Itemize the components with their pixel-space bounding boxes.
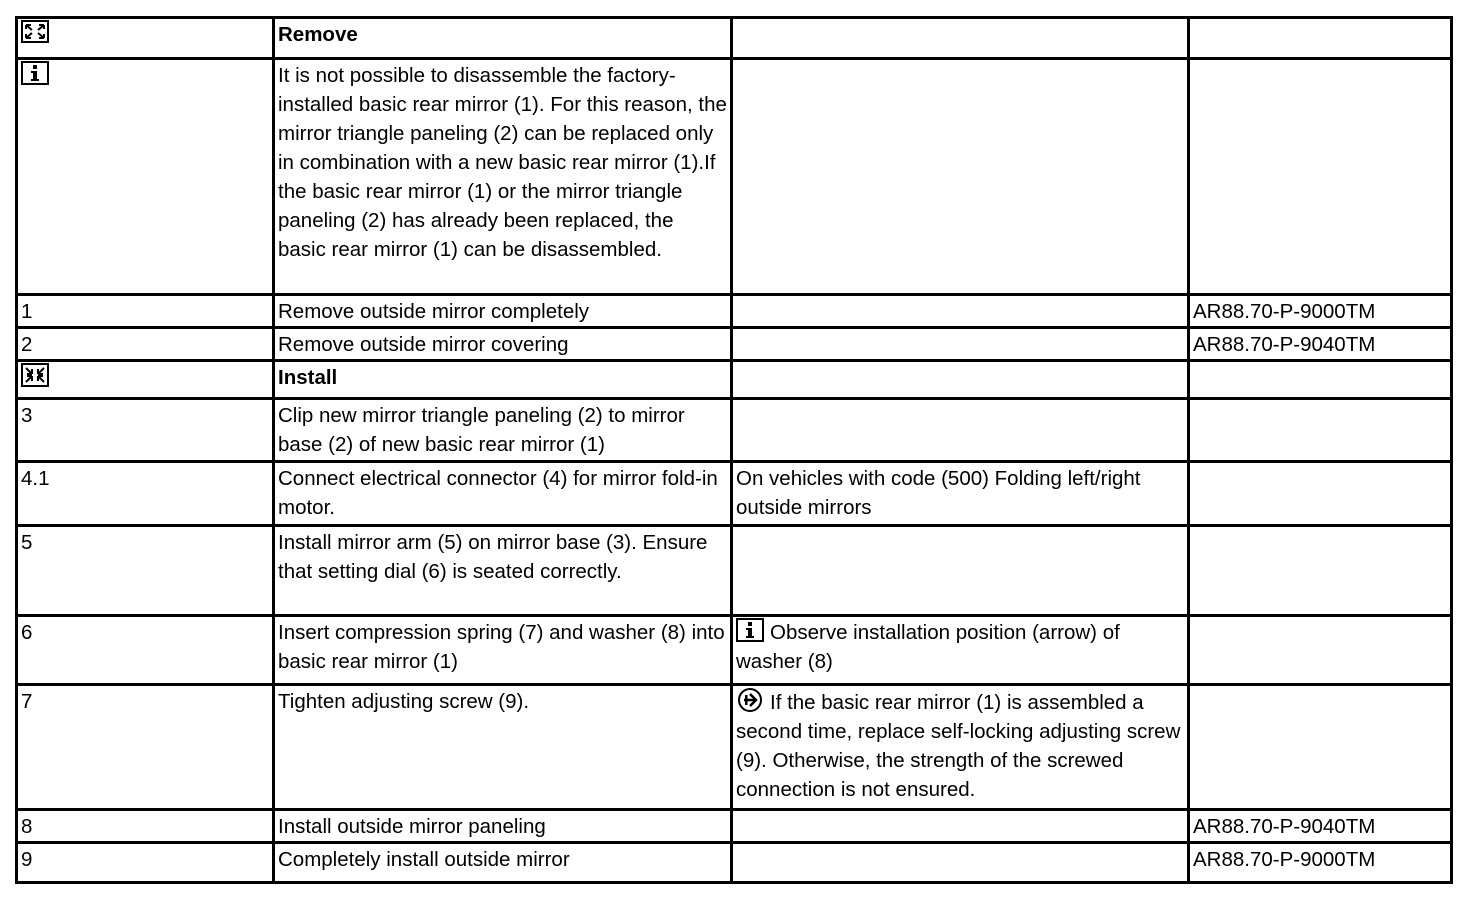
table-row xyxy=(17,616,1452,685)
reference-cell xyxy=(1189,462,1452,526)
reference-cell xyxy=(1189,526,1452,616)
action-cell: Insert compression spring (7) and washer (8) into basic rear mirror (1) xyxy=(274,616,732,685)
action-cell: Clip new mirror triangle paneling (2) to mirror base (2) of new basic rear mirror (1) xyxy=(274,399,732,462)
table-row xyxy=(17,328,1452,361)
step-cell: 3 xyxy=(17,399,274,462)
action-cell: Install outside mirror paneling xyxy=(274,810,732,843)
procedure-table xyxy=(15,16,1453,884)
step-cell: 4.1 xyxy=(17,462,274,526)
step-cell xyxy=(17,361,274,399)
note-cell xyxy=(732,59,1189,295)
note-cell xyxy=(732,399,1189,462)
reference-cell: AR88.70-P-9040TM xyxy=(1189,328,1452,361)
table-row xyxy=(17,18,1452,59)
install-icon xyxy=(21,363,51,388)
step-cell: 6 xyxy=(17,616,274,685)
note-cell xyxy=(732,328,1189,361)
table-row xyxy=(17,59,1452,295)
info-icon xyxy=(21,61,51,86)
table-row xyxy=(17,526,1452,616)
action-cell: Install mirror arm (5) on mirror base (3). Ensure that setting dial (6) is seated correctly. xyxy=(274,526,732,616)
step-cell: 7 xyxy=(17,685,274,810)
note-cell: On vehicles with code (500) Folding left/right outside mirrors xyxy=(732,462,1189,526)
step-cell: 2 xyxy=(17,328,274,361)
note-text: If the basic rear mirror (1) is assembled a second time, replace self-locking adjusting screw (9). Otherwise, the strength of the screwed connection is not ensured. xyxy=(736,691,1181,801)
action-cell: It is not possible to disassemble the factory-installed basic rear mirror (1). For this reason, the mirror triangle paneling (2) can be replaced only in combination with a new basic rear mirror (1).If the basic rear mirror (1) or the mirror triangle paneling (2) has already been replaced, the basic rear mirror (1) can be disassembled. xyxy=(274,59,732,295)
reference-cell xyxy=(1189,59,1452,295)
reference-cell xyxy=(1189,685,1452,810)
table-row xyxy=(17,295,1452,328)
step-cell: 8 xyxy=(17,810,274,843)
action-cell: Connect electrical connector (4) for mirror fold-in motor. xyxy=(274,462,732,526)
note-cell xyxy=(732,616,1189,685)
table-row xyxy=(17,361,1452,399)
caution-icon xyxy=(736,691,770,714)
note-cell xyxy=(732,843,1189,883)
reference-cell xyxy=(1189,18,1452,59)
step-cell: 9 xyxy=(17,843,274,883)
table-row xyxy=(17,399,1452,462)
step-cell: 1 xyxy=(17,295,274,328)
note-cell xyxy=(732,361,1189,399)
step-cell xyxy=(17,59,274,295)
note-cell xyxy=(732,18,1189,59)
step-cell: 5 xyxy=(17,526,274,616)
table-row xyxy=(17,462,1452,526)
action-cell: Completely install outside mirror xyxy=(274,843,732,883)
reference-cell xyxy=(1189,616,1452,685)
action-cell: Remove outside mirror covering xyxy=(274,328,732,361)
table-row xyxy=(17,810,1452,843)
note-cell xyxy=(732,810,1189,843)
action-cell: Install xyxy=(274,361,732,399)
info-icon xyxy=(736,621,770,644)
table-row xyxy=(17,843,1452,883)
reference-cell xyxy=(1189,399,1452,462)
note-text: Observe installation position (arrow) of washer (8) xyxy=(736,621,1120,673)
action-cell: Remove xyxy=(274,18,732,59)
remove-icon xyxy=(21,20,51,45)
note-cell xyxy=(732,295,1189,328)
action-cell: Remove outside mirror completely xyxy=(274,295,732,328)
note-cell xyxy=(732,685,1189,810)
table-row xyxy=(17,685,1452,810)
reference-cell: AR88.70-P-9000TM xyxy=(1189,843,1452,883)
step-cell xyxy=(17,18,274,59)
reference-cell: AR88.70-P-9040TM xyxy=(1189,810,1452,843)
reference-cell xyxy=(1189,361,1452,399)
note-cell xyxy=(732,526,1189,616)
reference-cell: AR88.70-P-9000TM xyxy=(1189,295,1452,328)
action-cell: Tighten adjusting screw (9). xyxy=(274,685,732,810)
